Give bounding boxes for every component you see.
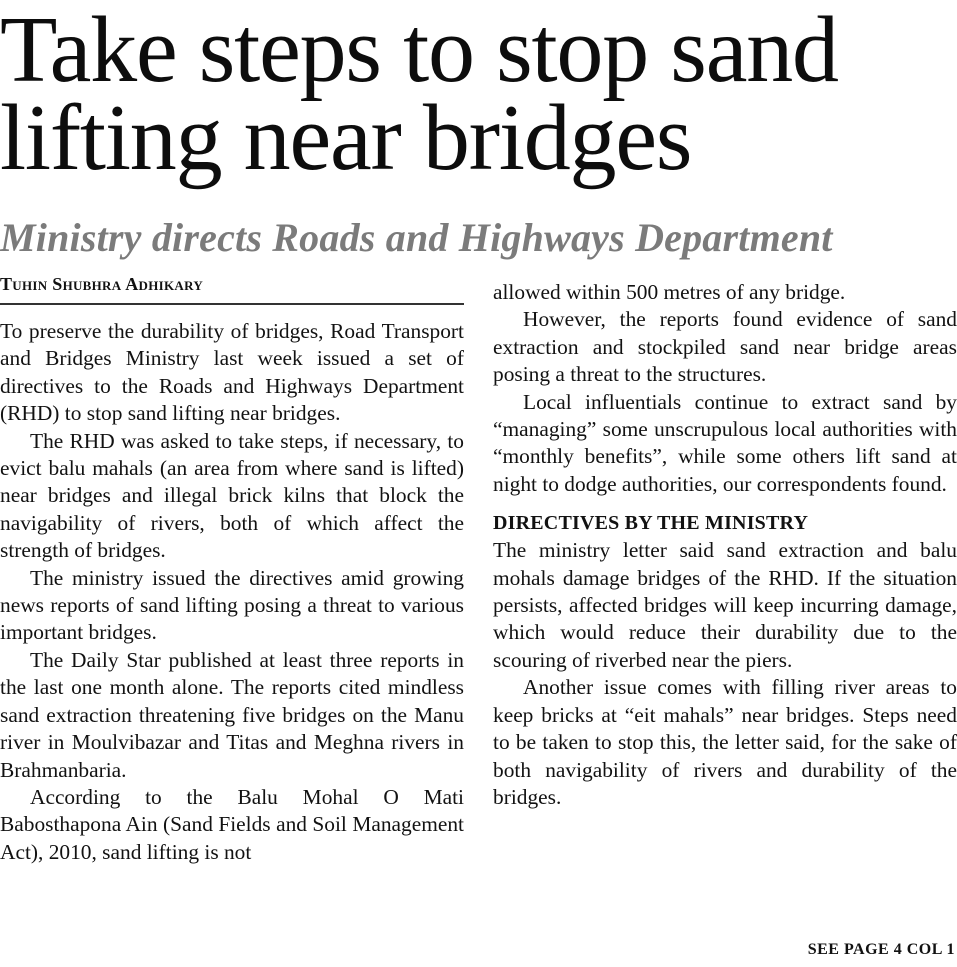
paragraph: However, the reports found evidence of sand extraction and stockpiled sand near bridge areas posing a threat to the structures. (493, 307, 957, 387)
subheadline: Ministry directs Roads and Highways Department (0, 215, 833, 260)
paragraph: Another issue comes with filling river areas to keep bricks at “eit mahals” near bridges. Steps need to be taken to stop this, the letter said, for the sake of both navigability of rivers and durability of the bridges. (493, 675, 957, 809)
paragraph: The ministry letter said sand extraction and balu mohals damage bridges of the RHD. If the situation persists, affected bridges will keep incurring damage, which would reduce their durability due to the scouring of riverbed near the piers. (493, 538, 957, 672)
paragraph: allowed within 500 metres of any bridge. (493, 280, 846, 304)
paragraph: According to the Balu Mohal O Mati Babosthapona Ain (Sand Fields and Soil Management Act), 2010, sand lifting is not (0, 784, 464, 864)
paragraph: The Daily Star published at least three reports in the last one month alone. The reports cited mindless sand extraction threatening five bridges on the Manu river in Moulvibazar and Titas and Meghna rivers in Brahmanbaria. (0, 647, 464, 782)
continuation-line: SEE PAGE 4 COL 1 (807, 941, 955, 958)
paragraph: Local influentials continue to extract sand by “managing” some unscrupulous local authorities with “monthly benefits”, while some others lift sand at night to dodge authorities, our correspondents found. (493, 389, 957, 496)
byline: Tuhin Shubhra Adhikary (0, 271, 464, 305)
paragraph: The RHD was asked to take steps, if necessary, to evict balu mahals (an area from where sand is lifted) near bridges and illegal brick kilns that block the navigability of rivers, both of which affect the strength of bridges. (0, 428, 464, 563)
headline: Take steps to stop sand lifting near bridges (0, 0, 838, 190)
paragraph: To preserve the durability of bridges, Road Transport and Bridges Ministry last week issued a set of directives to the Roads and Highways Department (RHD) to stop sand lifting near bridges. (0, 319, 464, 426)
article-column-left (0, 318, 464, 866)
paragraph: The ministry issued the directives amid growing news reports of sand lifting posing a threat to various important bridges. (0, 565, 464, 645)
article-column-right (493, 279, 957, 811)
section-subhead: DIRECTIVES BY THE MINISTRY (493, 512, 809, 535)
